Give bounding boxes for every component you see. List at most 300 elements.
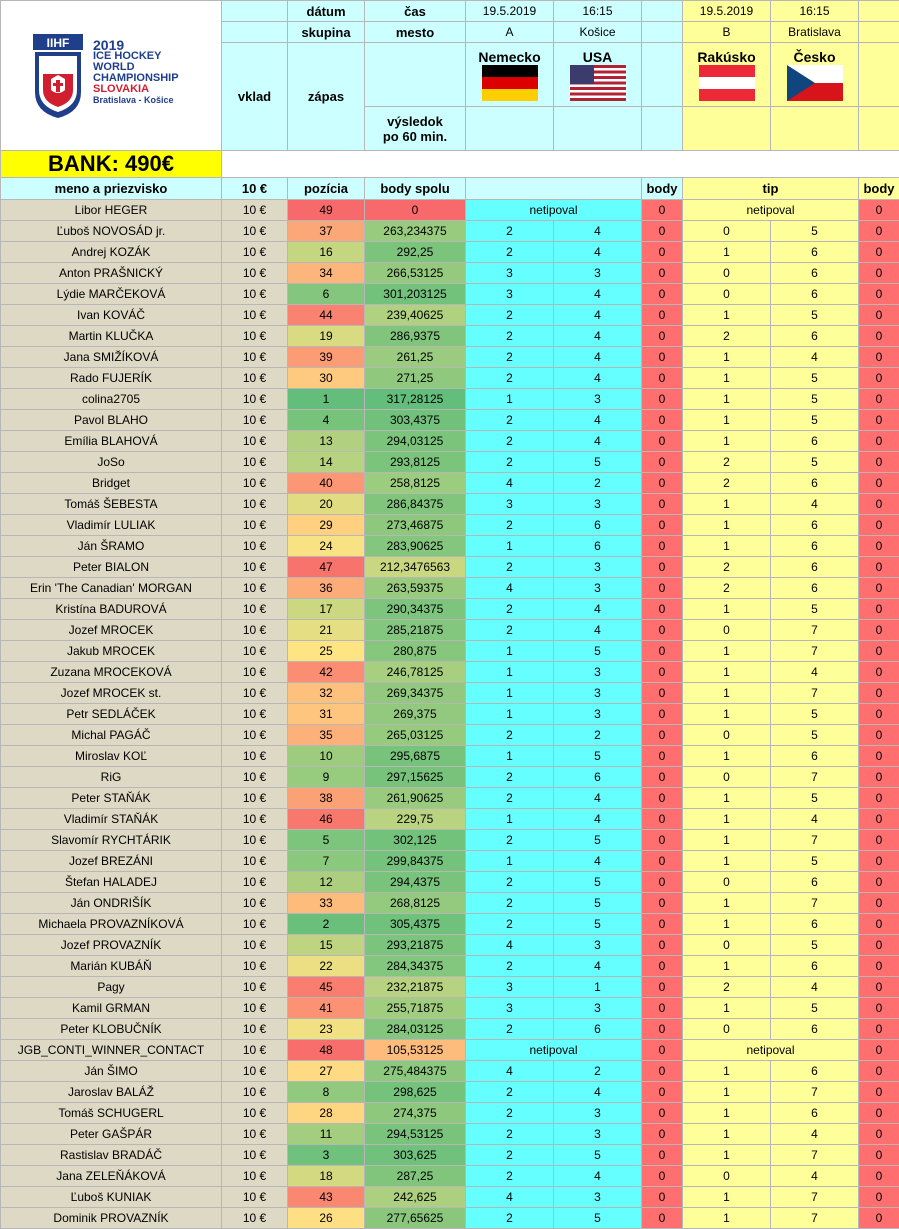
- game2-points: 0: [859, 557, 899, 578]
- game1-tip-away: 6: [554, 515, 642, 536]
- game2-points: 0: [859, 578, 899, 599]
- game2-time: 16:15: [771, 1, 859, 22]
- participant-fee: 10 €: [222, 872, 288, 893]
- game2-points: 0: [859, 536, 899, 557]
- participant-total: 269,375: [365, 704, 466, 725]
- game1-tip-home: 2: [466, 767, 554, 788]
- participant-position: 6: [288, 284, 365, 305]
- table-row: [1, 641, 899, 662]
- participant-name: Jozef MROCEK st.: [1, 683, 222, 704]
- game1-tip-home: 2: [466, 1082, 554, 1103]
- game1-city: Košice: [554, 22, 642, 43]
- game2-tip-away: 6: [771, 431, 859, 452]
- participant-position: 40: [288, 473, 365, 494]
- game2-tip-home: 1: [683, 746, 771, 767]
- game1-tip-home: 1: [466, 704, 554, 725]
- participant-name: Anton PRAŠNICKÝ: [1, 263, 222, 284]
- participant-total: 284,34375: [365, 956, 466, 977]
- game1-tip-home: 2: [466, 305, 554, 326]
- participant-fee: 10 €: [222, 641, 288, 662]
- game1-points: 0: [642, 1082, 683, 1103]
- participant-fee: 10 €: [222, 200, 288, 221]
- game2-tip-home: 1: [683, 830, 771, 851]
- game1-points: 0: [642, 368, 683, 389]
- table-row: [1, 809, 899, 830]
- game1-tip-away: 4: [554, 410, 642, 431]
- game1-tip-home: 3: [466, 284, 554, 305]
- game2-points: 0: [859, 515, 899, 536]
- game1-points: 0: [642, 1208, 683, 1229]
- participant-total: 297,15625: [365, 767, 466, 788]
- game2-tip-home: 1: [683, 851, 771, 872]
- game2-tip-home: 1: [683, 515, 771, 536]
- participant-position: 32: [288, 683, 365, 704]
- game1-points: 0: [642, 1145, 683, 1166]
- table-row: [1, 1208, 899, 1229]
- participant-position: 47: [288, 557, 365, 578]
- game1-tip-home: 4: [466, 473, 554, 494]
- participant-name: Rado FUJERÍK: [1, 368, 222, 389]
- game1-tip-away: 4: [554, 809, 642, 830]
- game2-points: 0: [859, 326, 899, 347]
- game2-tip-away: 4: [771, 494, 859, 515]
- participant-position: 14: [288, 452, 365, 473]
- game1-tip-home: 2: [466, 788, 554, 809]
- participant-total: 284,03125: [365, 1019, 466, 1040]
- participant-name: RiG: [1, 767, 222, 788]
- logo-line3: CHAMPIONSHIP: [93, 73, 179, 84]
- game1-points: 0: [642, 620, 683, 641]
- game2-tip-home: 2: [683, 326, 771, 347]
- table-row: [1, 347, 899, 368]
- game1-team2: [554, 43, 642, 107]
- game2-tip-away: 5: [771, 851, 859, 872]
- game2-tip-away: 4: [771, 977, 859, 998]
- game1-tip-home: 2: [466, 893, 554, 914]
- game2-tip-home: 1: [683, 809, 771, 830]
- col-header-position: pozícia: [288, 178, 365, 200]
- game1-tip-away: 4: [554, 305, 642, 326]
- participant-total: 294,53125: [365, 1124, 466, 1145]
- game2-tip-away: 5: [771, 935, 859, 956]
- game2-tip-away: 6: [771, 557, 859, 578]
- table-row: [1, 998, 899, 1019]
- game2-tip-home: 1: [683, 368, 771, 389]
- participant-position: 44: [288, 305, 365, 326]
- participant-fee: 10 €: [222, 809, 288, 830]
- participant-position: 37: [288, 221, 365, 242]
- game1-tip-away: 3: [554, 557, 642, 578]
- game2-tip-away: 7: [771, 683, 859, 704]
- game2-points: 0: [859, 872, 899, 893]
- table-row: [1, 368, 899, 389]
- game2-tip-home: 1: [683, 1208, 771, 1229]
- game1-tip-home: 3: [466, 998, 554, 1019]
- participant-name: Jaroslav BALÁŽ: [1, 1082, 222, 1103]
- participant-total: 317,28125: [365, 389, 466, 410]
- participant-name: Pagy: [1, 977, 222, 998]
- game2-points: 0: [859, 200, 899, 221]
- game2-tip-away: 5: [771, 410, 859, 431]
- table-row: [1, 389, 899, 410]
- participant-name: Kristína BADUROVÁ: [1, 599, 222, 620]
- participant-name: Vladimír STAŇÁK: [1, 809, 222, 830]
- label-mesto: mesto: [365, 22, 466, 43]
- game2-tip-away: 7: [771, 767, 859, 788]
- participant-name: Peter STAŇÁK: [1, 788, 222, 809]
- participant-name: Lýdie MARČEKOVÁ: [1, 284, 222, 305]
- game1-tip-home: 1: [466, 536, 554, 557]
- participant-position: 27: [288, 1061, 365, 1082]
- game2-tip-home: 1: [683, 242, 771, 263]
- game2-tip-home: 1: [683, 494, 771, 515]
- game2-tip-home: 1: [683, 347, 771, 368]
- col-header-body1: body: [642, 178, 683, 200]
- game2-tip-away: 6: [771, 746, 859, 767]
- label-cas: čas: [365, 1, 466, 22]
- participant-position: 16: [288, 242, 365, 263]
- game1-tip-away: 4: [554, 1166, 642, 1187]
- game1-tip-away: 5: [554, 914, 642, 935]
- game2-tip-home: 1: [683, 536, 771, 557]
- participant-fee: 10 €: [222, 221, 288, 242]
- participant-fee: 10 €: [222, 893, 288, 914]
- participant-name: Erin 'The Canadian' MORGAN: [1, 578, 222, 599]
- participant-total: 0: [365, 200, 466, 221]
- game1-tip-away: 1: [554, 977, 642, 998]
- game2-tip-home: 1: [683, 599, 771, 620]
- game1-points: 0: [642, 872, 683, 893]
- participant-total: 105,53125: [365, 1040, 466, 1061]
- game2-tip-away: 5: [771, 599, 859, 620]
- participant-name: Jakub MROCEK: [1, 641, 222, 662]
- game1-points: 0: [642, 1040, 683, 1061]
- participant-fee: 10 €: [222, 1061, 288, 1082]
- game2-tip-away: 5: [771, 368, 859, 389]
- game2-tip-home: 2: [683, 578, 771, 599]
- participant-total: 269,34375: [365, 683, 466, 704]
- participant-total: 292,25: [365, 242, 466, 263]
- game2-tip-home: 1: [683, 1061, 771, 1082]
- table-row: [1, 1103, 899, 1124]
- game1-points: 0: [642, 914, 683, 935]
- participant-position: 42: [288, 662, 365, 683]
- participant-fee: 10 €: [222, 914, 288, 935]
- game2-tip-home: 1: [683, 389, 771, 410]
- game2-tip-home: 0: [683, 1019, 771, 1040]
- game1-tip-home: 4: [466, 1187, 554, 1208]
- game1-tip-home: 2: [466, 1166, 554, 1187]
- game1-tip-home: 2: [466, 1208, 554, 1229]
- participant-position: 26: [288, 1208, 365, 1229]
- game2-tip-home: 1: [683, 431, 771, 452]
- participant-total: 285,21875: [365, 620, 466, 641]
- game1-points: 0: [642, 893, 683, 914]
- game2-city: Bratislava: [771, 22, 859, 43]
- game2-tip-home: 1: [683, 704, 771, 725]
- participant-fee: 10 €: [222, 956, 288, 977]
- game1-tip-away: 5: [554, 746, 642, 767]
- game2-points: 0: [859, 263, 899, 284]
- participant-position: 41: [288, 998, 365, 1019]
- participant-name: Kamil GRMAN: [1, 998, 222, 1019]
- table-row: [1, 1019, 899, 1040]
- table-row: [1, 263, 899, 284]
- table-row: [1, 536, 899, 557]
- game2-tip-home: 0: [683, 872, 771, 893]
- participant-fee: 10 €: [222, 578, 288, 599]
- game1-no-tip: netipoval: [466, 1040, 642, 1061]
- participant-position: 46: [288, 809, 365, 830]
- game2-tip-home: 1: [683, 1145, 771, 1166]
- game2-tip-home: 0: [683, 1166, 771, 1187]
- participant-position: 1: [288, 389, 365, 410]
- game1-points: 0: [642, 452, 683, 473]
- participant-position: 23: [288, 1019, 365, 1040]
- participant-fee: 10 €: [222, 1187, 288, 1208]
- participant-fee: 10 €: [222, 851, 288, 872]
- czech-flag-icon: [787, 65, 843, 101]
- participant-fee: 10 €: [222, 284, 288, 305]
- game1-tip-away: 3: [554, 1103, 642, 1124]
- participant-position: 7: [288, 851, 365, 872]
- game2-tip-away: 6: [771, 326, 859, 347]
- participant-fee: 10 €: [222, 662, 288, 683]
- game1-tip-home: 3: [466, 494, 554, 515]
- game2-tip-home: 1: [683, 1103, 771, 1124]
- game2-points: 0: [859, 473, 899, 494]
- table-row: [1, 767, 899, 788]
- participant-name: Dominik PROVAZNÍK: [1, 1208, 222, 1229]
- participant-fee: 10 €: [222, 1082, 288, 1103]
- participant-total: 286,84375: [365, 494, 466, 515]
- game1-tip-away: 6: [554, 767, 642, 788]
- game2-no-tip: netipoval: [683, 200, 859, 221]
- participant-total: 261,90625: [365, 788, 466, 809]
- game2-points: 0: [859, 242, 899, 263]
- participant-total: 294,4375: [365, 872, 466, 893]
- game1-points: 0: [642, 431, 683, 452]
- game1-tip-away: 6: [554, 1019, 642, 1040]
- game2-points: 0: [859, 1061, 899, 1082]
- participant-position: 43: [288, 1187, 365, 1208]
- participant-total: 305,4375: [365, 914, 466, 935]
- game2-team1: [683, 43, 771, 107]
- game1-tip-away: 4: [554, 221, 642, 242]
- game2-tip-away: 6: [771, 263, 859, 284]
- participant-position: 17: [288, 599, 365, 620]
- game2-tip-away: 6: [771, 914, 859, 935]
- participant-position: 8: [288, 1082, 365, 1103]
- participant-fee: 10 €: [222, 1019, 288, 1040]
- table-row: [1, 1082, 899, 1103]
- participant-fee: 10 €: [222, 998, 288, 1019]
- participant-name: Tomáš SCHUGERL: [1, 1103, 222, 1124]
- game1-tip-away: 4: [554, 851, 642, 872]
- participant-position: 34: [288, 263, 365, 284]
- game1-points: 0: [642, 998, 683, 1019]
- game2-points: 0: [859, 809, 899, 830]
- participant-total: 274,375: [365, 1103, 466, 1124]
- participant-position: 33: [288, 893, 365, 914]
- col-header-body2: body: [859, 178, 899, 200]
- participant-name: Štefan HALADEJ: [1, 872, 222, 893]
- participant-fee: 10 €: [222, 368, 288, 389]
- game2-tip-away: 6: [771, 1061, 859, 1082]
- game1-tip-away: 5: [554, 641, 642, 662]
- game1-points: 0: [642, 935, 683, 956]
- game1-tip-away: 4: [554, 620, 642, 641]
- game1-tip-home: 1: [466, 851, 554, 872]
- participant-name: Jana ZELEŇÁKOVÁ: [1, 1166, 222, 1187]
- label-vklad: vklad: [222, 43, 288, 151]
- game2-tip-away: 6: [771, 284, 859, 305]
- game2-points: 0: [859, 221, 899, 242]
- game2-points: 0: [859, 347, 899, 368]
- game1-points: 0: [642, 578, 683, 599]
- participant-position: 20: [288, 494, 365, 515]
- game2-tip-home: 1: [683, 998, 771, 1019]
- game1-tip-away: 3: [554, 998, 642, 1019]
- game2-points: 0: [859, 599, 899, 620]
- participant-name: Michal PAGÁČ: [1, 725, 222, 746]
- game1-points: 0: [642, 1166, 683, 1187]
- participant-fee: 10 €: [222, 620, 288, 641]
- participant-total: 273,46875: [365, 515, 466, 536]
- game1-points: 0: [642, 746, 683, 767]
- game1-points: 0: [642, 200, 683, 221]
- game2-points: 0: [859, 851, 899, 872]
- game1-tip-home: 2: [466, 1019, 554, 1040]
- participant-position: 2: [288, 914, 365, 935]
- participant-total: 232,21875: [365, 977, 466, 998]
- game1-tip-away: 4: [554, 431, 642, 452]
- table-row: [1, 1187, 899, 1208]
- game1-points: 0: [642, 221, 683, 242]
- germany-flag-icon: [482, 65, 538, 101]
- game1-tip-away: 3: [554, 704, 642, 725]
- game2-points: 0: [859, 641, 899, 662]
- game2-points: 0: [859, 368, 899, 389]
- game2-tip-home: 1: [683, 893, 771, 914]
- participant-name: Pavol BLAHO: [1, 410, 222, 431]
- game1-points: 0: [642, 389, 683, 410]
- game1-tip-home: 2: [466, 1124, 554, 1145]
- participant-total: 229,75: [365, 809, 466, 830]
- game1-tip-away: 2: [554, 473, 642, 494]
- game1-points: 0: [642, 725, 683, 746]
- participant-fee: 10 €: [222, 704, 288, 725]
- game2-tip-away: 6: [771, 473, 859, 494]
- game1-points: 0: [642, 641, 683, 662]
- participant-name: Rastislav BRADÁČ: [1, 1145, 222, 1166]
- game2-tip-away: 4: [771, 809, 859, 830]
- game2-tip-away: 4: [771, 662, 859, 683]
- game2-date: 19.5.2019: [683, 1, 771, 22]
- participant-name: Ján ŠRAMO: [1, 536, 222, 557]
- game1-points: 0: [642, 809, 683, 830]
- participant-position: 38: [288, 788, 365, 809]
- col-header-tip: tip: [683, 178, 859, 200]
- game1-time: 16:15: [554, 1, 642, 22]
- game2-points: 0: [859, 977, 899, 998]
- game2-points: 0: [859, 788, 899, 809]
- participant-fee: 10 €: [222, 725, 288, 746]
- game2-points: 0: [859, 1187, 899, 1208]
- participant-total: 255,71875: [365, 998, 466, 1019]
- table-row: [1, 410, 899, 431]
- table-row: [1, 662, 899, 683]
- game1-date: 19.5.2019: [466, 1, 554, 22]
- table-row: [1, 1061, 899, 1082]
- participant-name: Jozef BREZÁNI: [1, 851, 222, 872]
- bank-label: BANK: 490€: [1, 151, 222, 178]
- participant-name: Slavomír RYCHTÁRIK: [1, 830, 222, 851]
- participant-position: 39: [288, 347, 365, 368]
- game2-points: 0: [859, 494, 899, 515]
- game2-tip-away: 6: [771, 1103, 859, 1124]
- participant-total: 293,8125: [365, 452, 466, 473]
- logo-line2: WORLD: [93, 62, 179, 73]
- game2-tip-home: 1: [683, 1082, 771, 1103]
- game1-tip-home: 2: [466, 431, 554, 452]
- game2-points: 0: [859, 1040, 899, 1061]
- participant-total: 299,84375: [365, 851, 466, 872]
- participant-name: Miroslav KOĽ: [1, 746, 222, 767]
- participant-fee: 10 €: [222, 389, 288, 410]
- game1-points: 0: [642, 599, 683, 620]
- game1-tip-home: 1: [466, 683, 554, 704]
- game1-tip-home: 2: [466, 368, 554, 389]
- participant-total: 263,234375: [365, 221, 466, 242]
- game2-tip-away: 6: [771, 578, 859, 599]
- participant-total: 280,875: [365, 641, 466, 662]
- participant-total: 293,21875: [365, 935, 466, 956]
- table-row: [1, 494, 899, 515]
- game1-tip-home: 2: [466, 452, 554, 473]
- participant-position: 9: [288, 767, 365, 788]
- game2-tip-home: 2: [683, 452, 771, 473]
- game1-no-tip: netipoval: [466, 200, 642, 221]
- game1-tip-home: 1: [466, 662, 554, 683]
- game2-tip-away: 6: [771, 872, 859, 893]
- game2-points: 0: [859, 1145, 899, 1166]
- participant-fee: 10 €: [222, 305, 288, 326]
- participant-total: 275,484375: [365, 1061, 466, 1082]
- game2-points: 0: [859, 431, 899, 452]
- game2-tip-away: 5: [771, 788, 859, 809]
- table-row: [1, 431, 899, 452]
- game1-points: 0: [642, 473, 683, 494]
- game1-points: 0: [642, 1061, 683, 1082]
- participant-fee: 10 €: [222, 935, 288, 956]
- game1-tip-away: 5: [554, 1145, 642, 1166]
- participant-fee: 10 €: [222, 536, 288, 557]
- participant-name: Jozef PROVAZNÍK: [1, 935, 222, 956]
- col-header-total: body spolu: [365, 178, 466, 200]
- participant-total: 266,53125: [365, 263, 466, 284]
- game2-points: 0: [859, 389, 899, 410]
- game2-tip-home: 1: [683, 410, 771, 431]
- participant-total: 239,40625: [365, 305, 466, 326]
- game2-group: B: [683, 22, 771, 43]
- game2-tip-away: 6: [771, 242, 859, 263]
- game1-tip-home: 2: [466, 242, 554, 263]
- table-row: [1, 1166, 899, 1187]
- participant-fee: 10 €: [222, 347, 288, 368]
- game1-tip-away: 5: [554, 830, 642, 851]
- game2-points: 0: [859, 725, 899, 746]
